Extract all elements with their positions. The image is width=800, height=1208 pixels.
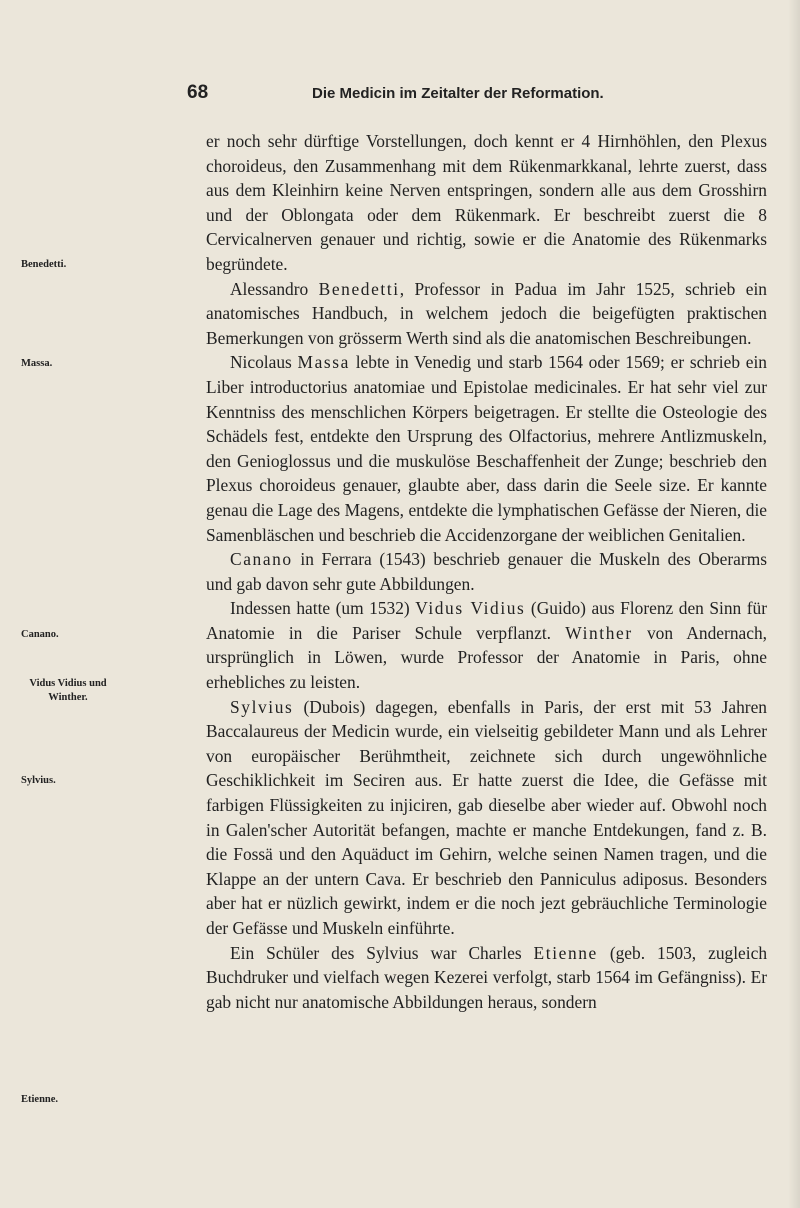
margin-note-sylvius: Sylvius. <box>21 775 56 786</box>
text-segment: in Ferrara (1543) beschrieb genauer die Muskeln des Oberarms und gab davon sehr gute Abbildungen. <box>206 549 767 594</box>
margin-note-etienne: Etienne. <box>21 1094 59 1105</box>
name-winther: Winther <box>565 622 633 643</box>
name-etienne: Etienne <box>533 942 598 963</box>
name-vidus-vidius: Vidus Vidius <box>415 598 526 619</box>
margin-note-vidius-winther: Vidus Vidius und Winther. <box>29 678 107 703</box>
name-benedetti: Benedetti <box>318 278 400 299</box>
margin-note-canano: Canano. <box>21 629 59 640</box>
paragraph-etienne <box>206 941 767 1015</box>
text-segment: , Professor in Padua im Jahr 1525, schrieb ein anatomisches Handbuch, in welchem jedoch die beigefügten praktischen Bemerkungen von grösserm Werth sind als die anatomischen Beschreibungen. <box>206 278 767 348</box>
body-text <box>206 129 767 1014</box>
text-segment: (Guido) aus Florenz den Sinn für Anatomie in die Pariser Schule verpflanzt. <box>206 598 768 643</box>
text-segment: Nicolaus <box>230 352 298 373</box>
name-sylvius: Sylvius <box>230 696 294 717</box>
margin-note-benedetti: Benedetti. <box>21 259 67 270</box>
page-edge-shadow <box>788 0 800 1208</box>
page-header <box>0 82 800 108</box>
paragraph-benedetti <box>206 277 767 351</box>
margin-note-massa: Massa. <box>21 358 53 369</box>
text-segment: Indessen hatte (um 1532) <box>230 598 416 619</box>
name-massa: Massa <box>297 352 350 373</box>
paragraph-canano <box>206 547 767 596</box>
text-segment: (geb. 1503, zugleich Buchdruker und vielfach wegen Kezerei verfolgt, starb 1564 im Gefängniss). Er gab nicht nur anatomische Abbildungen heraus, sondern <box>206 942 768 1012</box>
name-canano: Canano <box>230 549 293 570</box>
text-segment: Ein Schüler des Sylvius war Charles <box>230 942 534 963</box>
paragraph-hirnhoehlen: er noch sehr dürftige Vorstellungen, doch kennt er 4 Hirnhöhlen, den Plexus choroideus, den Zusammenhang mit dem Rükenmarkkanal, lehrte zuerst, dass aus dem Kleinhirn keine Nerven entspringen, sondern alle aus dem Grosshirn und der Oblongata oder dem Rükenmark. Er beschreibt zuerst die 8 Cervicalnerven genauer und richtig, sowie er die Anatomie des Rükenmarks begründete. <box>206 131 767 274</box>
page-number: 68 <box>187 82 209 103</box>
text-segment: (Dubois) dagegen, ebenfalls in Paris, der erst mit 53 Jahren Baccalaureus der Medicin wurde, ein vielseitig gebildeter Mann und als Lehrer von europäischer Berühmtheit, zeichnete sich durch ungewöhnliche Geschiklichkeit im Seciren aus. Er hatte zuerst die Idee, die Gefässe mit farbigen Flüssigkeiten zu injiciren, gab dieselbe aber wieder auf. Obwohl noch in Galen'scher Autorität befangen, machte er manche Entdekungen, fand z. B. die Fossä und den Aquäduct im Gehirn, welche seinen Namen tragen, und die Klappe an der untern Cava. Er beschrieb den Panniculus adiposus. Besonders aber hat er nüzlich gewirkt, indem er die noch jezt gebräuchliche Terminologie der Gefässe und Muskeln einführte. <box>206 696 767 938</box>
paragraph-sylvius <box>206 695 767 941</box>
running-title: Die Medicin im Zeitalter der Reformation. <box>312 85 604 102</box>
paragraph-massa <box>206 350 767 547</box>
text-segment: lebte in Venedig und starb 1564 oder 1569; er schrieb ein Liber introductorius anatomiae und Epistolae medicinales. Er hat sehr viel zur Kenntniss des menschlichen Körpers beigetragen. Er stellte die Osteologie des Schädels fest, entdekte den Ursprung des Olfactorius, mehrere Antlizmuskeln, den Genioglossus und die muskulöse Beschaffenheit der Zunge; beschrieb den Plexus choroideus genauer, glaubte aber, dass darin die Seele size. Er kannte genau die Lage des Magens, entdekte die lymphatischen Gefässe der Nieren, die Samenbläschen und beschrieb die Accidenzorgane der weiblichen Genitalien. <box>206 352 768 545</box>
text-segment: Alessandro <box>230 278 319 299</box>
text-segment: von Andernach, ursprünglich in Löwen, wurde Professor der Anatomie in Paris, ohne erhebliches zu leisten. <box>206 622 767 693</box>
paragraph-vidius-winther <box>206 596 767 694</box>
